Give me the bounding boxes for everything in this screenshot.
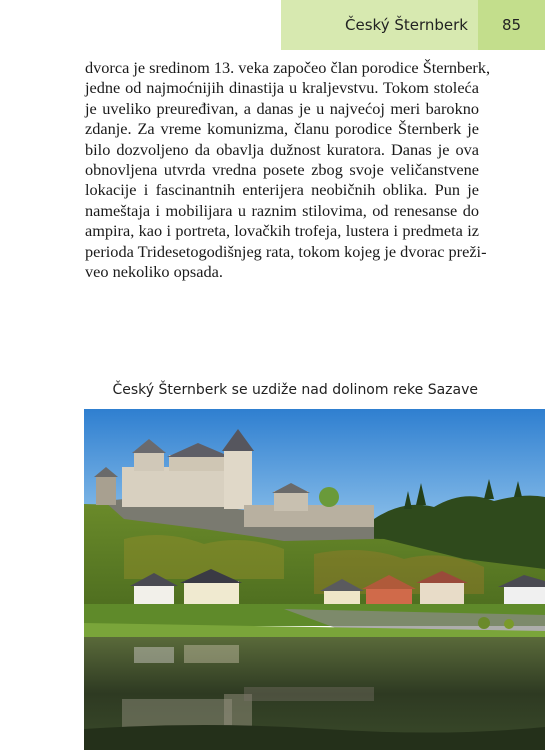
text-line: obnovljena utvrda vredna posete zbog svoje veličanstvene [85,160,479,180]
text-line: perioda Tridesetogodišnjeg rata, tokom kojeg je dvorac preži- [85,241,487,261]
body-paragraph [85,58,491,282]
chapter-title: Český Šternberk [281,0,478,50]
page-number: 85 [478,0,545,50]
castle-photo [84,409,545,750]
text-line: jedne od najmoćnijih dinastija u kraljevstvu. Tokom stoleća [85,78,479,98]
text-line: dvorca je sredinom 13. veka započeo član porodice Šternberk, [85,58,491,77]
text-line: zdanje. Za vreme komunizma, članu porodice Šternberk je [85,119,479,139]
text-line: lokacije i fascinantnih enterijera neobičnih oblika. Pun je [85,180,479,200]
running-header [281,0,545,50]
text-line: veo nekoliko opsada. [85,262,223,282]
text-line: nameštaja i mobilijara u raznim stilovima, od renesanse do [85,200,479,220]
photo-caption: Český Šternberk se uzdiže nad dolinom reke Sazave [112,382,478,398]
text-line: je uveliko preuređivan, a danas je u najvećoj meri barokno [85,98,479,118]
text-line: bilo dozvoljeno da obavlja dužnost kuratora. Danas je ova [85,139,479,159]
text-line: ampira, kao i portreta, lovačkih trofeja, lustera i predmeta iz [85,221,479,241]
